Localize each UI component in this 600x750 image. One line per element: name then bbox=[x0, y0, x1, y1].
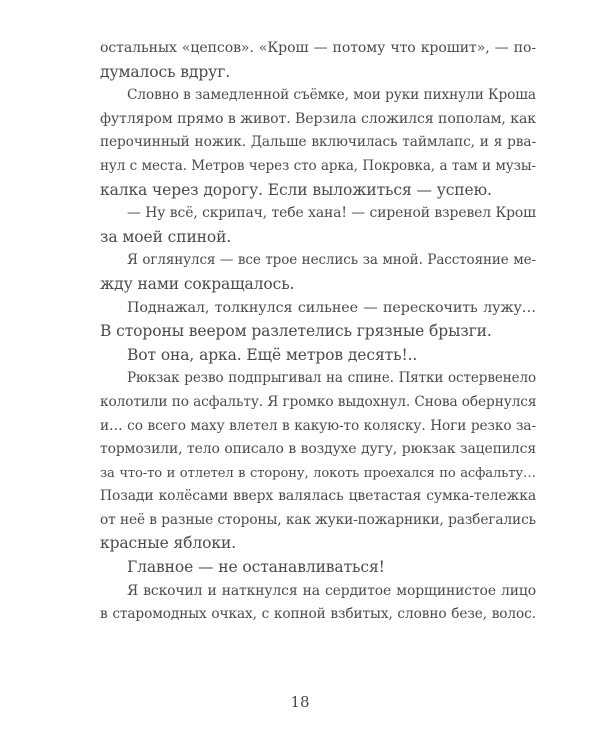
text-line: Словно в замедленной съёмке, мои руки пихнули Кроша bbox=[127, 87, 536, 104]
text-line: перочинный ножик. Дальше включилась таймлапс, и я рва- bbox=[100, 134, 536, 151]
text-line: Поднажал, толкнулся сильнее — перескочить лужу… bbox=[127, 299, 536, 316]
text-line: Рюкзак резво подпрыгивал на спине. Пятки остервенело bbox=[127, 370, 536, 387]
body-text bbox=[100, 37, 536, 627]
text-line: за что-то и отлетел в сторону, локоть проехался по асфальту… bbox=[100, 465, 536, 481]
text-line: футляром прямо в живот. Верзила сложился пополам, как bbox=[100, 110, 536, 127]
text-line: красные яблоки. bbox=[100, 534, 237, 553]
text-line: Главное — не останавливаться! bbox=[127, 558, 385, 577]
text-line: Я оглянулся — все трое неслись за мной. Расстояние ме- bbox=[127, 252, 536, 269]
text-line: колотили по асфальту. Я громко выдохнул. Снова обернулся bbox=[100, 393, 536, 410]
text-line: Позади колёсами вверх валялась цветастая сумка-тележка bbox=[100, 488, 536, 505]
text-line: — Ну всё, скрипач, тебе хана! — сиреной взревел Крош bbox=[127, 205, 536, 222]
text-line: В стороны веером разлетелись грязные брызги. bbox=[100, 322, 492, 341]
text-line: тормозили, тело описало в воздухе дугу, рюкзак зацепился bbox=[100, 441, 536, 458]
text-line: Вот она, арка. Ещё метров десять!.. bbox=[127, 345, 418, 364]
text-line: думалось вдруг. bbox=[100, 62, 231, 81]
text-line: и… со всего маху влетел в какую-то коляску. Ноги резко за- bbox=[100, 417, 536, 434]
text-line: Я вскочил и наткнулся на сердитое морщинистое лицо bbox=[127, 582, 536, 599]
text-line: остальных «цепсов». «Крош — потому что крошит», — по- bbox=[100, 40, 536, 56]
text-line: от неё в разные стороны, как жуки-пожарники, разбегались bbox=[100, 511, 536, 528]
text-line: калка через дорогу. Если выложиться — успею. bbox=[100, 180, 492, 199]
page-number: 18 bbox=[290, 693, 310, 711]
text-line: жду нами сокращалось. bbox=[100, 274, 295, 293]
text-line: в старомодных очках, с копной взбитых, словно безе, волос. bbox=[100, 606, 536, 623]
text-line: за моей спиной. bbox=[100, 227, 232, 246]
text-line: нул с места. Метров через сто арка, Покровка, а там и музы- bbox=[100, 157, 536, 174]
